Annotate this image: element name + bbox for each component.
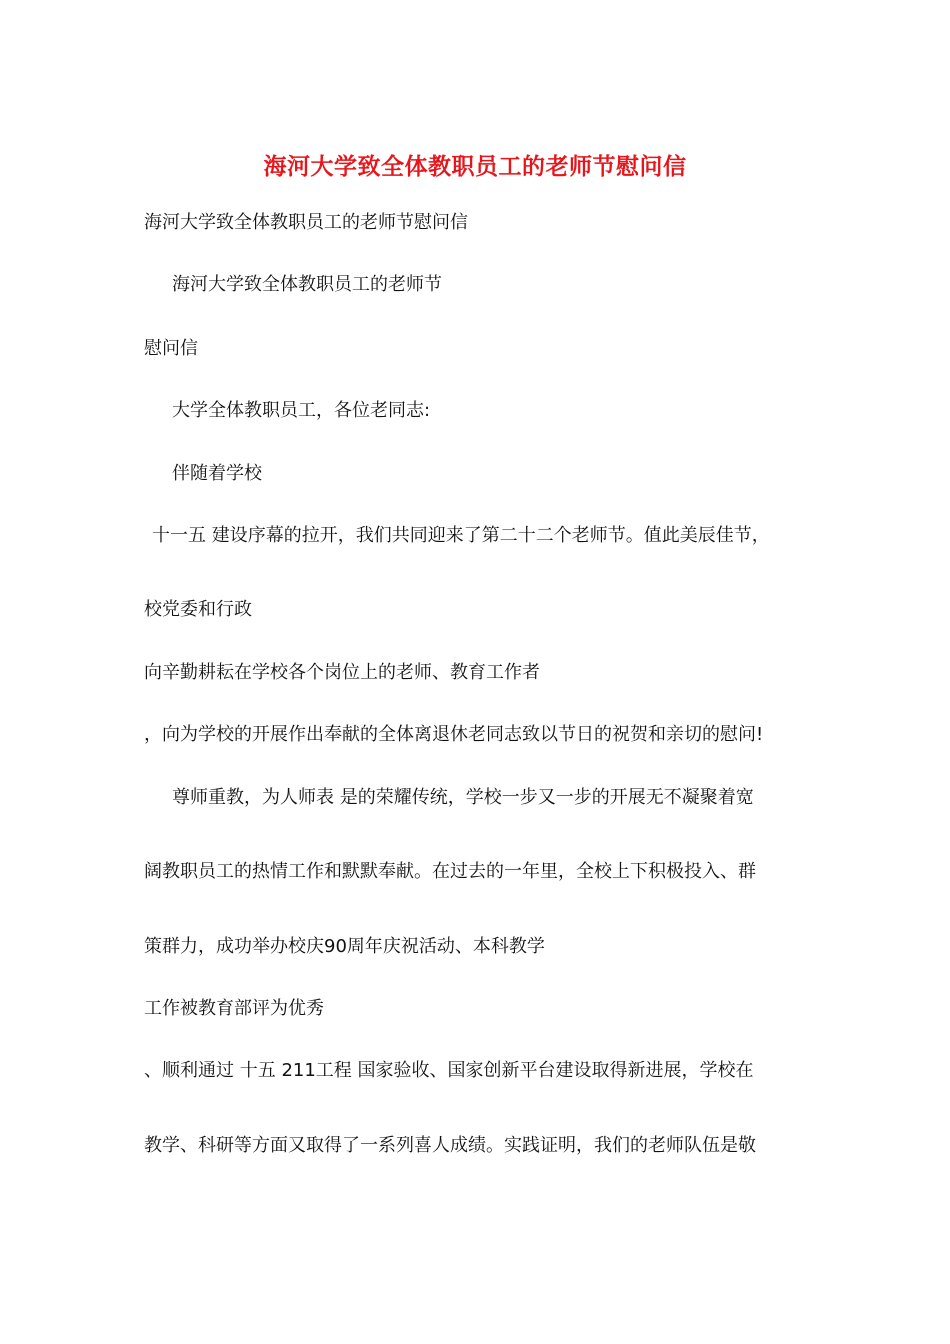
body-line: 向辛勤耕耘在学校各个岗位上的老师、教育工作者 (144, 662, 540, 683)
body-line: 校党委和行政 (144, 599, 252, 620)
body-line: 慰问信 (144, 338, 198, 359)
body-line: 、顺利通过 十五 211工程 国家验收、国家创新平台建设取得新进展，学校在 (144, 1060, 754, 1081)
body-line: 策群力，成功举办校庆90周年庆祝活动、本科教学 (144, 936, 545, 957)
body-line: 尊师重教，为人师表 是的荣耀传统，学校一步又一步的开展无不凝聚着宽 (172, 787, 754, 808)
body-line: 伴随着学校 (172, 463, 262, 484)
body-line: 海河大学致全体教职员工的老师节 (172, 274, 442, 295)
document-title: 海河大学致全体教职员工的老师节慰问信 (263, 153, 687, 180)
body-line: 工作被教育部评为优秀 (144, 998, 324, 1019)
body-line: 教学、科研等方面又取得了一系列喜人成绩。实践证明，我们的老师队伍是敬 (144, 1135, 756, 1156)
body-line: ，向为学校的开展作出奉献的全体离退休老同志致以节日的祝贺和亲切的慰问! (144, 724, 764, 745)
body-line: 大学全体教职员工，各位老同志: (172, 400, 431, 421)
body-line: 十一五 建设序幕的拉开，我们共同迎来了第二十二个老师节。值此美辰佳节， (152, 525, 770, 546)
body-line: 海河大学致全体教职员工的老师节慰问信 (144, 212, 468, 233)
body-line: 阔教职员工的热情工作和默默奉献。在过去的一年里，全校上下积极投入、群 (144, 861, 756, 882)
